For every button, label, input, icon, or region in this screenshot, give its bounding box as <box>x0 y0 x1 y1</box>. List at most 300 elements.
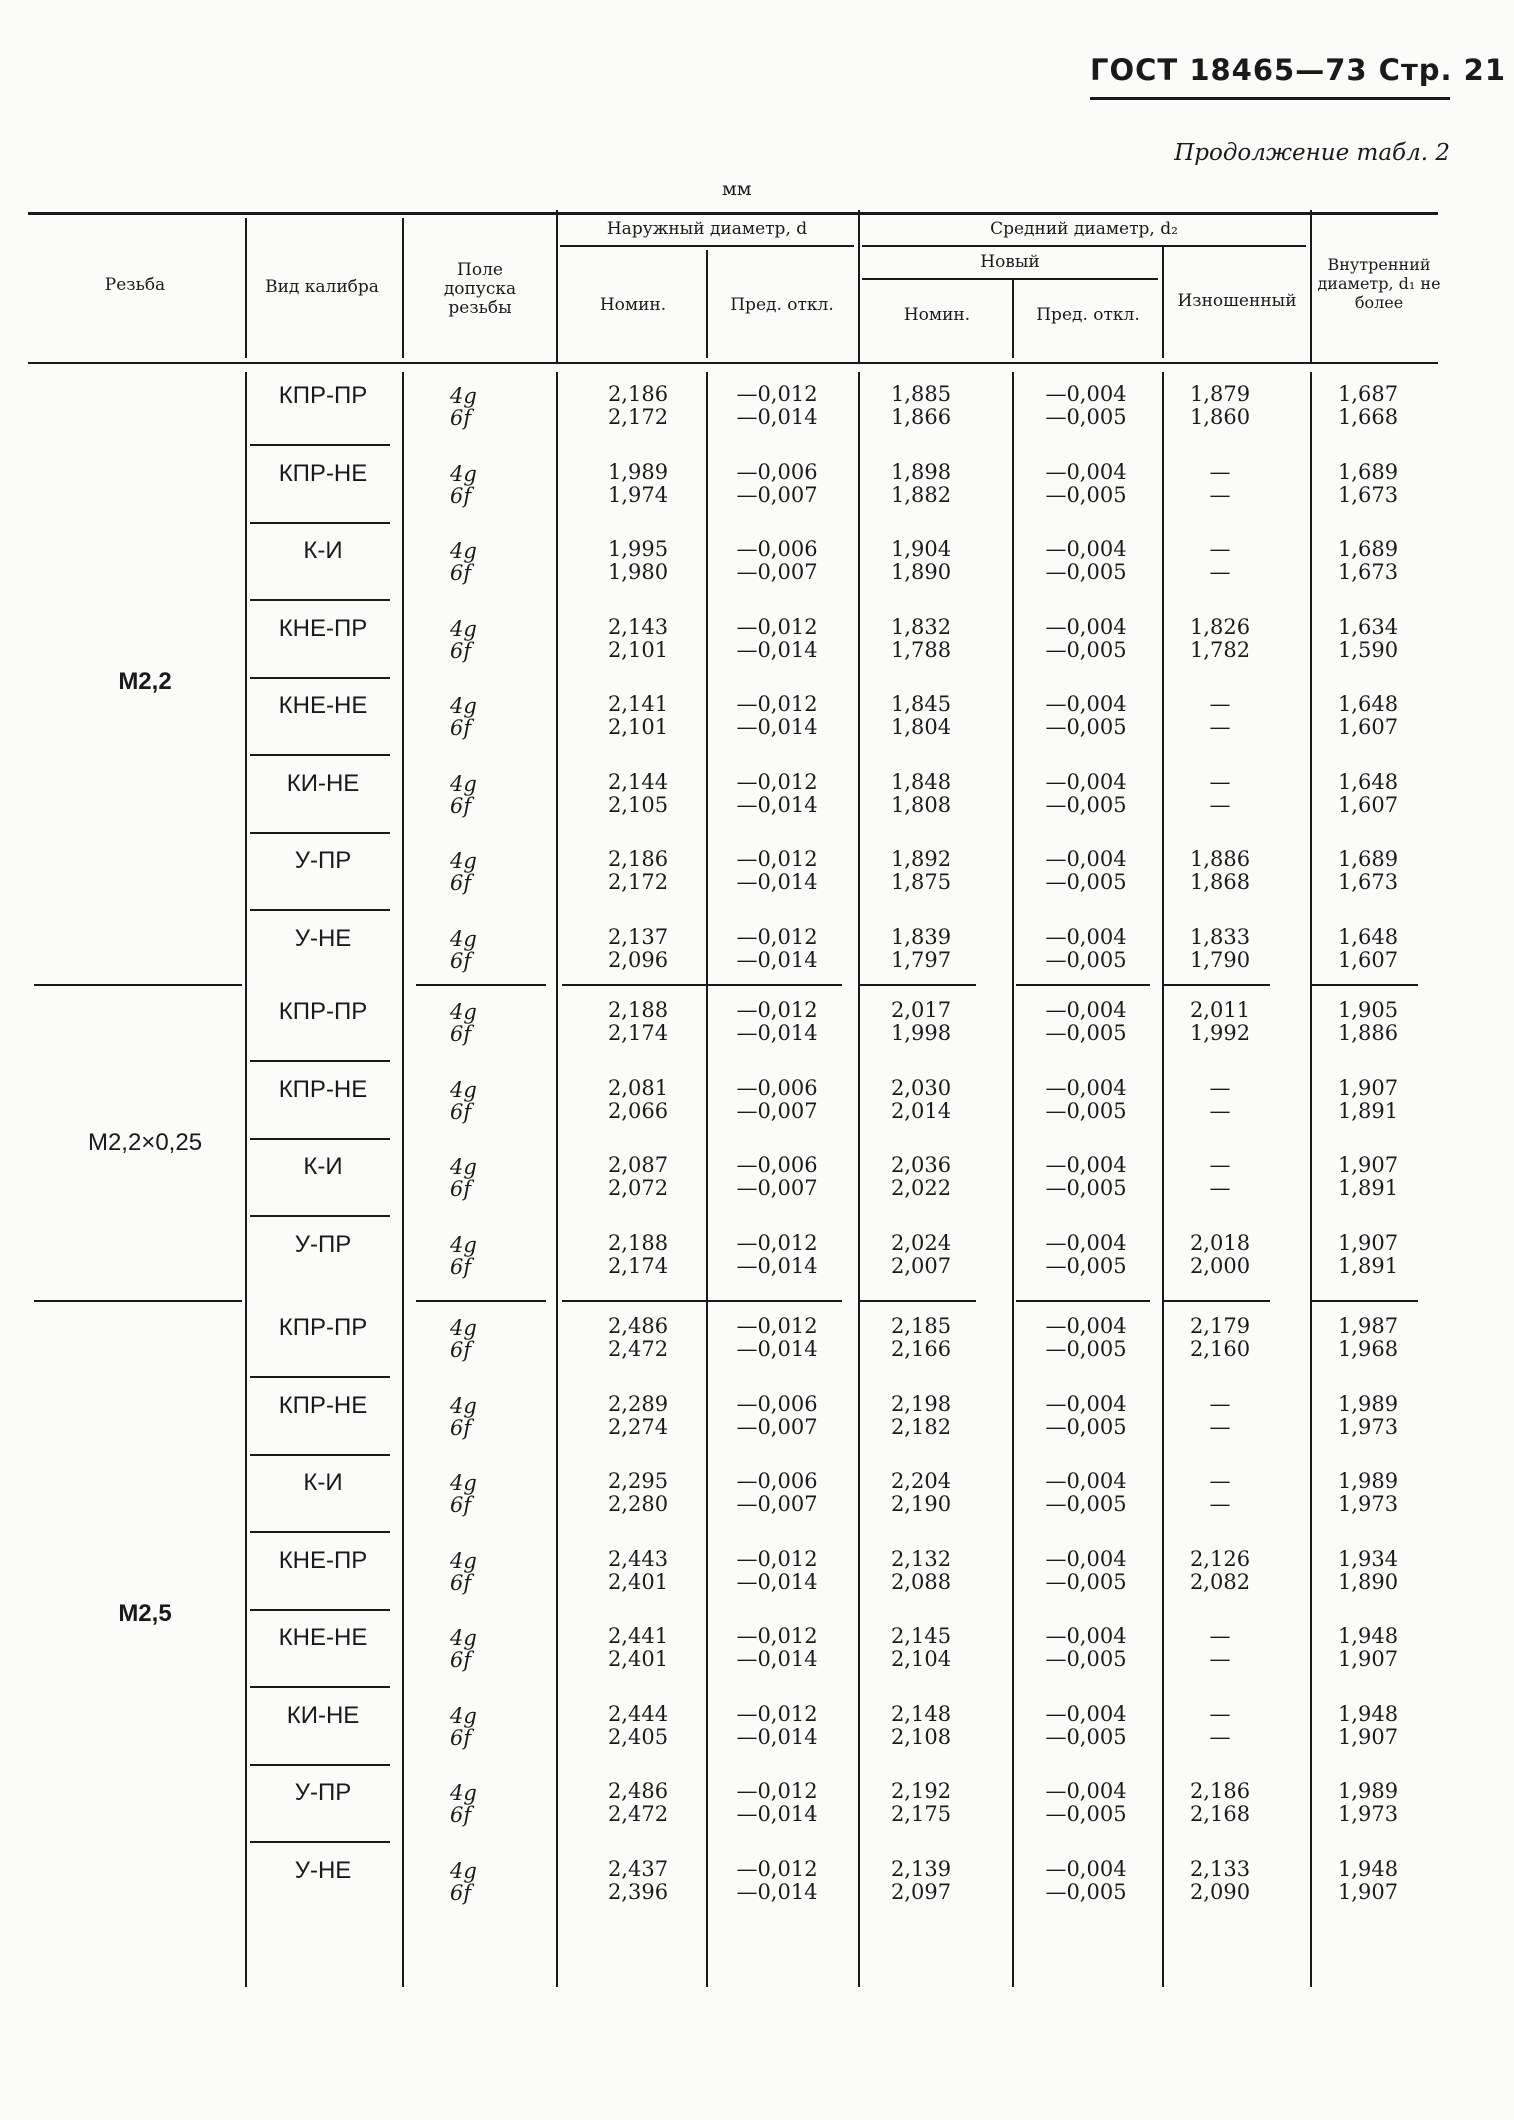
cell-d_dev-top: —0,006 <box>736 1469 818 1493</box>
cell-d2_dev-top: —0,004 <box>1045 537 1127 561</box>
cell-d_nom-top: 2,087 <box>607 1153 669 1177</box>
tolerance-top: 4g <box>450 1548 477 1573</box>
cell-d2_nom-bottom: 1,875 <box>890 870 952 894</box>
tolerance-top: 4g <box>450 1155 477 1179</box>
cell-d2_dev-bottom: —0,005 <box>1045 1021 1127 1045</box>
cell-d1-bottom: 1,668 <box>1337 405 1399 429</box>
tolerance-top: 4g <box>450 1077 477 1102</box>
cell-worn-bottom: — <box>1209 1176 1231 1200</box>
cell-d_nom-top: 2,444 <box>607 1701 669 1726</box>
cell-d2_nom-bottom: 2,104 <box>890 1647 952 1671</box>
cell-d2_nom-top: 2,132 <box>890 1546 952 1571</box>
cell-d2_dev-top: —0,004 <box>1045 382 1127 406</box>
cell-d_nom-top: 2,143 <box>607 614 669 639</box>
thread-label: М2,2 <box>118 668 172 695</box>
header-subrule <box>862 278 1158 280</box>
cell-d_dev-top: —0,012 <box>736 1230 818 1255</box>
cell-worn-top: 1,826 <box>1189 614 1251 639</box>
cell-d1-bottom: 1,973 <box>1337 1492 1399 1516</box>
tolerance-bottom: 6f <box>450 1570 472 1595</box>
cell-d_dev-top: —0,012 <box>736 692 818 716</box>
cell-d_dev-bottom: —0,007 <box>736 482 818 507</box>
group-separator <box>562 984 708 986</box>
cell-d1-top: 1,907 <box>1337 1230 1399 1255</box>
cell-d2_nom-top: 2,030 <box>890 1075 952 1100</box>
body-divider <box>1310 372 1312 1987</box>
cell-worn-bottom: 2,090 <box>1189 1879 1251 1904</box>
cell-d_nom-top: 2,081 <box>607 1075 669 1100</box>
cell-d2_nom-top: 2,139 <box>890 1856 952 1881</box>
cell-d_nom-top: 2,486 <box>607 1314 669 1338</box>
cell-d2_dev-top: —0,004 <box>1045 1469 1127 1493</box>
cell-d1-top: 1,948 <box>1337 1856 1399 1881</box>
tolerance-top: 4g <box>450 616 477 641</box>
cell-d_nom-top: 1,989 <box>607 459 669 484</box>
header-worn: Изношенный <box>1177 290 1297 311</box>
cell-d2_dev-top: —0,004 <box>1045 1546 1127 1571</box>
tolerance-bottom: 6f <box>450 1415 472 1440</box>
cell-d_nom-bottom: 2,174 <box>607 1021 669 1045</box>
group-separator <box>1312 1300 1418 1302</box>
cell-worn-top: — <box>1209 1075 1231 1100</box>
cell-worn-top: — <box>1209 1391 1231 1416</box>
header-divider <box>402 218 404 358</box>
gauge-type: К-И <box>303 1469 343 1496</box>
cell-d2_nom-top: 1,848 <box>890 769 952 794</box>
cell-d_dev-bottom: —0,014 <box>736 1802 818 1826</box>
table-continuation-note: Продолжение табл. 2 <box>1174 140 1450 166</box>
cell-d_nom-bottom: 2,101 <box>607 715 669 739</box>
cell-d2_nom-top: 2,198 <box>890 1391 952 1416</box>
cell-d_dev-top: —0,006 <box>736 1391 818 1416</box>
group-separator <box>416 1300 546 1302</box>
gauge-separator <box>250 909 390 911</box>
page-label: Стр. <box>1378 53 1453 87</box>
cell-d_nom-top: 2,186 <box>607 382 669 406</box>
cell-worn-top: — <box>1209 1624 1231 1648</box>
standard-label: ГОСТ <box>1090 53 1179 87</box>
header-inner-diameter: Внутренний диаметр, d₁ не более <box>1317 254 1441 312</box>
cell-d2_nom-top: 2,204 <box>890 1469 952 1493</box>
cell-worn-top: 2,179 <box>1189 1314 1251 1338</box>
cell-d_nom-top: 2,441 <box>607 1624 669 1648</box>
gauge-type: КПР-ПР <box>278 382 368 409</box>
body-divider <box>245 372 247 1987</box>
cell-d2_dev-bottom: —0,005 <box>1045 1492 1127 1516</box>
cell-d_nom-top: 2,437 <box>607 1856 669 1881</box>
group-separator <box>1312 984 1418 986</box>
header-outer-deviation: Пред. откл. <box>730 294 834 315</box>
tolerance-bottom: 6f <box>450 561 472 585</box>
cell-d_dev-top: —0,012 <box>736 1624 818 1648</box>
cell-d2_dev-top: —0,004 <box>1045 1701 1127 1726</box>
cell-d_nom-bottom: 2,280 <box>607 1492 669 1516</box>
cell-d1-top: 1,648 <box>1337 692 1399 716</box>
cell-d_nom-top: 2,137 <box>607 924 669 949</box>
cell-d2_nom-top: 1,885 <box>890 382 952 406</box>
cell-d_nom-top: 2,144 <box>607 769 669 794</box>
group-separator <box>706 984 842 986</box>
header-outer-diameter: Наружный диаметр, d <box>606 218 808 239</box>
cell-d2_dev-bottom: —0,005 <box>1045 1879 1127 1904</box>
cell-d2_nom-bottom: 2,166 <box>890 1337 952 1361</box>
cell-d2_dev-bottom: —0,005 <box>1045 482 1127 507</box>
cell-worn-top: 2,133 <box>1189 1856 1251 1881</box>
cell-d_dev-bottom: —0,014 <box>736 1021 818 1045</box>
gauge-type: КПР-НЕ <box>278 459 368 487</box>
cell-d_dev-bottom: —0,007 <box>736 1414 818 1439</box>
cell-d_dev-bottom: —0,007 <box>736 560 818 584</box>
group-separator <box>1016 984 1150 986</box>
cell-d2_dev-top: —0,004 <box>1045 614 1127 639</box>
cell-d_dev-top: —0,012 <box>736 769 818 794</box>
cell-d1-top: 1,687 <box>1337 382 1399 406</box>
cell-d_nom-top: 2,141 <box>607 692 669 716</box>
cell-d2_nom-bottom: 2,190 <box>890 1492 952 1516</box>
cell-d1-bottom: 1,607 <box>1337 947 1399 972</box>
tolerance-bottom: 6f <box>450 871 472 895</box>
cell-d1-top: 1,634 <box>1337 614 1399 639</box>
cell-d1-bottom: 1,907 <box>1337 1879 1399 1904</box>
cell-d_nom-bottom: 2,066 <box>607 1098 669 1123</box>
gauge-separator <box>250 1841 390 1843</box>
gauge-separator <box>250 1686 390 1688</box>
cell-d_nom-top: 2,186 <box>607 847 669 871</box>
cell-d_nom-bottom: 2,096 <box>607 947 669 972</box>
cell-d2_nom-bottom: 2,088 <box>890 1569 952 1594</box>
cell-d_nom-top: 2,443 <box>607 1546 669 1571</box>
cell-worn-bottom: — <box>1209 792 1231 817</box>
cell-d2_nom-bottom: 1,788 <box>890 637 952 662</box>
cell-d2_nom-bottom: 1,882 <box>890 482 952 507</box>
page-header <box>1090 46 1507 100</box>
header-divider <box>245 218 247 358</box>
cell-d2_dev-bottom: —0,005 <box>1045 1253 1127 1278</box>
cell-d_dev-bottom: —0,014 <box>736 405 818 429</box>
cell-d_nom-bottom: 2,172 <box>607 405 669 429</box>
cell-worn-top: — <box>1209 1469 1231 1493</box>
cell-d2_dev-top: —0,004 <box>1045 692 1127 716</box>
cell-worn-top: 1,879 <box>1189 382 1251 406</box>
cell-d1-bottom: 1,907 <box>1337 1724 1399 1749</box>
cell-d1-bottom: 1,973 <box>1337 1414 1399 1439</box>
cell-worn-top: 2,126 <box>1189 1546 1251 1571</box>
group-separator <box>416 984 546 986</box>
cell-worn-bottom: 2,082 <box>1189 1569 1251 1594</box>
tolerance-bottom: 6f <box>450 793 472 818</box>
cell-d_dev-top: —0,012 <box>736 924 818 949</box>
cell-d_nom-bottom: 2,105 <box>607 792 669 817</box>
cell-d_dev-top: —0,006 <box>736 1153 818 1177</box>
cell-d2_dev-bottom: —0,005 <box>1045 637 1127 662</box>
tolerance-bottom: 6f <box>450 1725 472 1750</box>
cell-d1-top: 1,648 <box>1337 769 1399 794</box>
cell-d1-top: 1,689 <box>1337 847 1399 871</box>
group-separator <box>1016 1300 1150 1302</box>
cell-d2_nom-top: 1,845 <box>890 692 952 716</box>
tolerance-top: 4g <box>450 1858 477 1883</box>
body-divider <box>1012 372 1014 1987</box>
cell-d_dev-top: —0,012 <box>736 998 818 1022</box>
cell-d2_nom-top: 2,145 <box>890 1624 952 1648</box>
group-separator <box>1164 1300 1270 1302</box>
group-separator <box>562 1300 708 1302</box>
body-divider <box>556 372 558 1987</box>
cell-worn-top: 2,186 <box>1189 1779 1251 1803</box>
cell-d2_dev-top: —0,004 <box>1045 1075 1127 1100</box>
cell-d2_dev-top: —0,004 <box>1045 998 1127 1022</box>
cell-d_nom-bottom: 2,174 <box>607 1253 669 1278</box>
units-label: мм <box>722 178 752 200</box>
cell-d2_dev-bottom: —0,005 <box>1045 715 1127 739</box>
cell-d2_nom-top: 2,192 <box>890 1779 952 1803</box>
tolerance-top: 4g <box>450 461 477 486</box>
cell-worn-bottom: 1,992 <box>1189 1021 1251 1045</box>
body-divider <box>1162 372 1164 1987</box>
cell-d_nom-bottom: 2,405 <box>607 1724 669 1749</box>
cell-d2_dev-bottom: —0,005 <box>1045 1337 1127 1361</box>
cell-worn-bottom: — <box>1209 1414 1231 1439</box>
cell-worn-bottom: — <box>1209 1647 1231 1671</box>
cell-d2_nom-bottom: 2,182 <box>890 1414 952 1439</box>
group-separator <box>34 1300 242 1302</box>
cell-d_dev-top: —0,012 <box>736 1779 818 1803</box>
page-number: 21 <box>1463 53 1507 87</box>
cell-d_nom-top: 2,289 <box>607 1391 669 1416</box>
cell-d_nom-top: 2,188 <box>607 1230 669 1255</box>
cell-d_dev-bottom: —0,014 <box>736 1253 818 1278</box>
cell-worn-top: — <box>1209 769 1231 794</box>
gauge-separator <box>250 1764 390 1766</box>
tolerance-top: 4g <box>450 1000 477 1024</box>
cell-d1-bottom: 1,968 <box>1337 1337 1399 1361</box>
gauge-type: КНЕ-НЕ <box>278 1624 368 1651</box>
cell-d_dev-bottom: —0,014 <box>736 1647 818 1671</box>
cell-worn-top: — <box>1209 459 1231 484</box>
cell-d1-bottom: 1,891 <box>1337 1176 1399 1200</box>
cell-d2_nom-bottom: 2,175 <box>890 1802 952 1826</box>
cell-worn-top: — <box>1209 1153 1231 1177</box>
tolerance-top: 4g <box>450 1703 477 1728</box>
cell-d2_dev-bottom: —0,005 <box>1045 1647 1127 1671</box>
cell-d2_nom-bottom: 2,097 <box>890 1879 952 1904</box>
cell-d1-top: 1,907 <box>1337 1153 1399 1177</box>
body-divider <box>402 372 404 1987</box>
header-tolerance-field: Поле допуска резьбы <box>443 259 517 318</box>
cell-d1-top: 1,689 <box>1337 537 1399 561</box>
gauge-separator <box>250 522 390 524</box>
cell-worn-bottom: 1,860 <box>1189 405 1251 429</box>
cell-d1-top: 1,907 <box>1337 1075 1399 1100</box>
gauge-type: КПР-ПР <box>278 998 368 1025</box>
gauge-type: У-НЕ <box>294 1856 352 1884</box>
cell-d2_dev-bottom: —0,005 <box>1045 1569 1127 1594</box>
cell-d1-top: 1,689 <box>1337 459 1399 484</box>
cell-d_nom-bottom: 2,072 <box>607 1176 669 1200</box>
cell-d_dev-bottom: —0,014 <box>736 1337 818 1361</box>
cell-d_dev-bottom: —0,014 <box>736 1724 818 1749</box>
cell-d_dev-top: —0,012 <box>736 1546 818 1571</box>
cell-d2_nom-top: 1,898 <box>890 459 952 484</box>
cell-d2_dev-bottom: —0,005 <box>1045 405 1127 429</box>
gauge-type: У-ПР <box>294 847 352 874</box>
cell-d2_dev-top: —0,004 <box>1045 1624 1127 1648</box>
cell-d1-bottom: 1,886 <box>1337 1021 1399 1045</box>
cell-d1-top: 1,987 <box>1337 1314 1399 1338</box>
tolerance-bottom: 6f <box>450 716 472 740</box>
cell-worn-top: 1,833 <box>1189 924 1251 949</box>
tolerance-bottom: 6f <box>450 948 472 973</box>
cell-d2_dev-top: —0,004 <box>1045 1856 1127 1881</box>
cell-d2_nom-top: 2,036 <box>890 1153 952 1177</box>
cell-worn-bottom: — <box>1209 1492 1231 1516</box>
cell-d1-top: 1,989 <box>1337 1469 1399 1493</box>
group-separator <box>860 984 976 986</box>
cell-d_dev-bottom: —0,014 <box>736 1879 818 1904</box>
cell-d2_nom-bottom: 2,108 <box>890 1724 952 1749</box>
tolerance-top: 4g <box>450 1316 477 1340</box>
gauge-separator <box>250 1454 390 1456</box>
cell-d2_dev-bottom: —0,005 <box>1045 1802 1127 1826</box>
tolerance-bottom: 6f <box>450 1022 472 1046</box>
cell-d2_dev-bottom: —0,005 <box>1045 792 1127 817</box>
cell-worn-bottom: 1,782 <box>1189 637 1251 662</box>
cell-d_dev-top: —0,012 <box>736 1314 818 1338</box>
cell-d2_nom-bottom: 2,022 <box>890 1176 952 1200</box>
cell-d2_dev-bottom: —0,005 <box>1045 1724 1127 1749</box>
group-separator <box>860 1300 976 1302</box>
cell-d2_dev-bottom: —0,005 <box>1045 560 1127 584</box>
cell-d_dev-top: —0,012 <box>736 847 818 871</box>
cell-d_dev-bottom: —0,014 <box>736 870 818 894</box>
cell-worn-top: — <box>1209 537 1231 561</box>
cell-worn-top: 1,886 <box>1189 847 1251 871</box>
gauge-separator <box>250 1060 390 1062</box>
cell-worn-top: — <box>1209 1701 1231 1726</box>
cell-d2_nom-bottom: 1,890 <box>890 560 952 584</box>
cell-d1-top: 1,989 <box>1337 1391 1399 1416</box>
cell-d_dev-bottom: —0,007 <box>736 1098 818 1123</box>
tolerance-bottom: 6f <box>450 1099 472 1124</box>
header-pitch-diameter: Средний диаметр, d₂ <box>990 218 1178 239</box>
cell-d1-top: 1,648 <box>1337 924 1399 949</box>
tolerance-top: 4g <box>450 1781 477 1805</box>
cell-d2_dev-top: —0,004 <box>1045 459 1127 484</box>
cell-d_nom-bottom: 2,401 <box>607 1647 669 1671</box>
cell-d2_dev-bottom: —0,005 <box>1045 870 1127 894</box>
cell-d2_dev-top: —0,004 <box>1045 1230 1127 1255</box>
tolerance-bottom: 6f <box>450 1493 472 1517</box>
cell-d_nom-bottom: 2,274 <box>607 1414 669 1439</box>
cell-d2_dev-top: —0,004 <box>1045 769 1127 794</box>
cell-d_dev-bottom: —0,014 <box>736 1569 818 1594</box>
header-divider <box>1310 210 1312 362</box>
tolerance-bottom: 6f <box>450 1880 472 1905</box>
cell-d_nom-bottom: 2,172 <box>607 870 669 894</box>
tolerance-top: 4g <box>450 694 477 718</box>
cell-worn-top: 2,018 <box>1189 1230 1251 1255</box>
gauge-type: КНЕ-ПР <box>278 1546 368 1574</box>
gauge-type: КИ-НЕ <box>286 1701 360 1729</box>
gauge-separator <box>250 1215 390 1217</box>
cell-d2_nom-bottom: 1,804 <box>890 715 952 739</box>
cell-d2_nom-top: 2,148 <box>890 1701 952 1726</box>
cell-d1-bottom: 1,607 <box>1337 715 1399 739</box>
header-new: Новый <box>980 251 1040 272</box>
gauge-type: КПР-ПР <box>278 1314 368 1341</box>
cell-d2_dev-bottom: —0,005 <box>1045 1176 1127 1200</box>
cell-d_nom-bottom: 2,472 <box>607 1802 669 1826</box>
tolerance-bottom: 6f <box>450 638 472 663</box>
tolerance-top: 4g <box>450 384 477 408</box>
group-separator <box>34 984 242 986</box>
cell-d2_dev-top: —0,004 <box>1045 847 1127 871</box>
cell-d2_nom-bottom: 2,007 <box>890 1253 952 1278</box>
cell-d1-top: 1,905 <box>1337 998 1399 1022</box>
cell-d1-bottom: 1,973 <box>1337 1802 1399 1826</box>
gauge-type: КПР-НЕ <box>278 1391 368 1419</box>
gauge-type: КИ-НЕ <box>286 769 360 797</box>
cell-d_dev-bottom: —0,014 <box>736 637 818 662</box>
cell-d2_nom-bottom: 1,797 <box>890 947 952 972</box>
gauge-type: К-И <box>303 537 343 564</box>
cell-d1-bottom: 1,907 <box>1337 1647 1399 1671</box>
cell-d2_dev-bottom: —0,005 <box>1045 947 1127 972</box>
cell-d_dev-top: —0,012 <box>736 382 818 406</box>
cell-d1-bottom: 1,673 <box>1337 870 1399 894</box>
tolerance-bottom: 6f <box>450 1803 472 1827</box>
header-gauge-type: Вид калибра <box>265 276 379 297</box>
tolerance-top: 4g <box>450 849 477 873</box>
cell-worn-top: — <box>1209 692 1231 716</box>
cell-d_dev-bottom: —0,014 <box>736 792 818 817</box>
gauge-separator <box>250 677 390 679</box>
cell-d_nom-bottom: 2,472 <box>607 1337 669 1361</box>
cell-d1-bottom: 1,891 <box>1337 1098 1399 1123</box>
cell-d_dev-bottom: —0,007 <box>736 1176 818 1200</box>
cell-d1-top: 1,948 <box>1337 1624 1399 1648</box>
gauge-type: У-ПР <box>294 1779 352 1806</box>
header-pitch-nominal: Номин. <box>903 304 971 325</box>
cell-d_dev-top: —0,012 <box>736 614 818 639</box>
gauge-separator <box>250 754 390 756</box>
cell-d_dev-top: —0,012 <box>736 1701 818 1726</box>
tolerance-top: 4g <box>450 1393 477 1418</box>
cell-d_dev-bottom: —0,007 <box>736 1492 818 1516</box>
cell-d2_dev-bottom: —0,005 <box>1045 1414 1127 1439</box>
cell-d_nom-bottom: 2,401 <box>607 1569 669 1594</box>
thread-label: М2,2×0,25 <box>87 1129 203 1156</box>
gauge-separator <box>250 832 390 834</box>
cell-worn-bottom: — <box>1209 482 1231 507</box>
cell-worn-bottom: — <box>1209 1098 1231 1123</box>
gauge-type: КНЕ-НЕ <box>278 692 368 719</box>
tolerance-top: 4g <box>450 539 477 563</box>
cell-d_dev-bottom: —0,014 <box>736 947 818 972</box>
cell-d_nom-top: 2,188 <box>607 998 669 1022</box>
cell-d_dev-top: —0,006 <box>736 537 818 561</box>
gauge-separator <box>250 1531 390 1533</box>
group-separator <box>706 1300 842 1302</box>
header-subrule <box>560 245 854 247</box>
tolerance-bottom: 6f <box>450 1648 472 1672</box>
cell-d1-bottom: 1,607 <box>1337 792 1399 817</box>
cell-d1-bottom: 1,590 <box>1337 637 1399 662</box>
cell-d2_dev-top: —0,004 <box>1045 1391 1127 1416</box>
header-divider <box>858 210 860 362</box>
thread-label: М2,5 <box>118 1600 172 1627</box>
cell-d2_nom-top: 1,832 <box>890 614 952 639</box>
